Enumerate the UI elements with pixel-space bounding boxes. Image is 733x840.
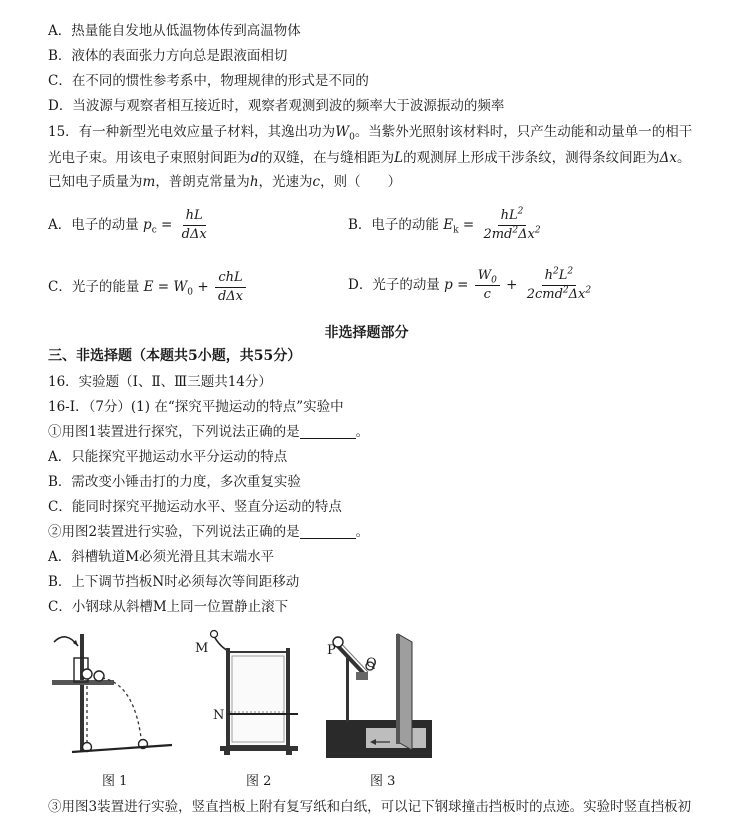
q16-sub1-question: ①用图1装置进行探究，下列说法正确的是 。 bbox=[48, 424, 370, 440]
figure-2-label-m: M bbox=[195, 641, 209, 656]
q15-stem-line3: 已知电子质量为m，普朗克常量为h，光速为c，则（ ） bbox=[48, 174, 402, 190]
fraction: $\frac{\text{chL}}{\text{dΔx}}$ bbox=[215, 270, 246, 305]
q16-1-header: 16-Ⅰ．（7分）(1) 在“探究平抛运动的特点”实验中 bbox=[48, 399, 344, 415]
q16-sub2-option-b: B．上下调节挡板N时必须每次等间距移动 bbox=[48, 574, 300, 590]
fraction: $\frac{hL}{\text{dΔx}}$ bbox=[181, 208, 207, 242]
q14-option-a: A．热量能自发地从低温物体传到高温物体 bbox=[48, 23, 301, 39]
q15-option-a: A．电子的动量 $p_c$ = $\frac{hL}{\text{dΔx}}$ bbox=[48, 208, 212, 243]
q14-option-d: D．当波源与观察者相互接近时，观察者观测到波的频率大于波源振动的频率 bbox=[48, 98, 505, 114]
part3-title: 三、非选择题（本题共5小题，共55分） bbox=[48, 348, 302, 364]
q15-stem-line2: 光电子束。用该电子束照射间距为d的双缝，在与缝相距为L的观测屏上形成干涉条纹，测得条纹间距为Δx。 bbox=[48, 150, 691, 166]
figure-1-apparatus bbox=[44, 628, 174, 758]
q16-sub1-option-b: B．需改变小锤击打的力度，多次重复实验 bbox=[48, 474, 301, 490]
figure-3-caption: 图 3 bbox=[370, 774, 396, 789]
q15-stem-line1: 15．有一种新型光电效应量子材料，其逸出功为$W_0$。当紫外光照射该材料时，只产生动能和动量单一的相干 bbox=[48, 124, 693, 143]
fraction: $\frac{h^2L^2}{2cmd^2\Delta x^2}$ bbox=[526, 266, 592, 302]
q16-sub2-option-a: A．斜槽轨道M必须光滑且其末端水平 bbox=[48, 549, 275, 565]
figure-3-label-p: P bbox=[327, 643, 336, 658]
q15-option-c: C．光子的能量 $E = W_0$ + $\frac{\text{chL}}{\text{dΔx}}$ bbox=[48, 270, 248, 305]
figure-2-caption: 图 2 bbox=[246, 774, 272, 789]
q16-sub1-option-a: A．只能探究平抛运动水平分运动的特点 bbox=[48, 449, 288, 465]
q14-option-c: C．在不同的惯性参考系中，物理规律的形式是不同的 bbox=[48, 73, 369, 89]
answer-blank[interactable] bbox=[300, 524, 356, 539]
q15-option-b: B．电子的动能 $E_k$ = $\frac{hL^2}{2md^2\Delta x^2}$ bbox=[348, 208, 546, 243]
fraction: $\frac{hL^2}{2md^2\Delta x^2}$ bbox=[483, 206, 541, 242]
q16-intro: 16．实验题（Ⅰ、Ⅱ、Ⅲ三题共14分） bbox=[48, 374, 272, 390]
figure-2-label-n: N bbox=[213, 708, 225, 723]
section-heading: 非选择题部分 bbox=[324, 325, 409, 341]
figure-3-label-q: Q bbox=[366, 656, 377, 671]
fraction: $\frac{W_0}{c}$ bbox=[475, 268, 500, 303]
q16-sub2-option-c: C．小钢球从斜槽M上同一位置静止滚下 bbox=[48, 599, 289, 615]
q16-sub1-option-c: C．能同时探究平抛运动水平、竖直分运动的特点 bbox=[48, 499, 342, 515]
figure-3-apparatus bbox=[326, 628, 432, 758]
figure-1-caption: 图 1 bbox=[102, 774, 128, 789]
q16-sub2-question: ②用图2装置进行实验，下列说法正确的是 。 bbox=[48, 524, 370, 540]
q15-option-d: D．光子的动量 p = $\frac{W_0}{c}$ + $\frac{h^2L^2}{2cmd^2\Delta x^2}$ bbox=[348, 268, 596, 303]
q16-sub3-text: ③用图3装置进行实验，竖直挡板上附有复写纸和白纸，可以记下钢球撞击挡板时的点迹。实验时竖直挡板初 bbox=[48, 799, 692, 815]
answer-blank[interactable] bbox=[300, 424, 356, 439]
q14-option-b: B．液体的表面张力方向总是跟液面相切 bbox=[48, 48, 288, 64]
